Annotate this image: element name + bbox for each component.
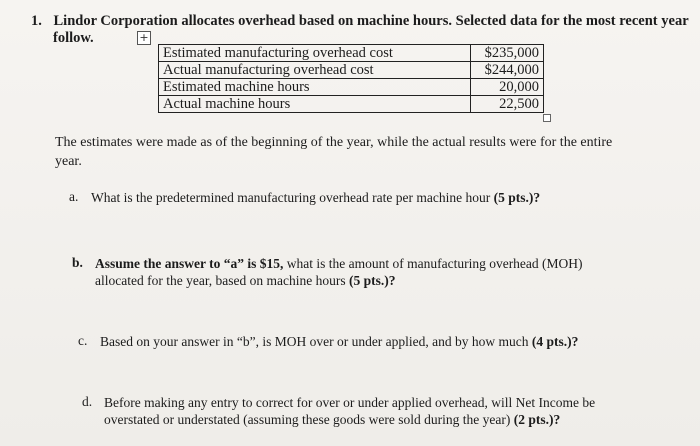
part-b-premise: Assume the answer to “a” is $15,: [95, 256, 284, 271]
table-row: [159, 45, 544, 62]
row-label: Estimated manufacturing overhead cost: [159, 45, 471, 62]
part-c-text: [100, 333, 578, 351]
part-a-question: What is the predetermined manufacturing overhead rate per machine hour: [91, 190, 491, 205]
data-table: [158, 44, 544, 113]
note-line-2: year.: [55, 154, 82, 169]
part-b-marker: b.: [72, 255, 83, 270]
part-a-text: [91, 189, 540, 207]
part-d-question-cont: overstated or understated (assuming these goods were sold during the year): [104, 412, 511, 427]
note-line-1: The estimates were made as of the beginning of the year, while the actual results were for the entire: [55, 135, 613, 150]
question-text: Lindor Corporation allocates overhead based on machine hours. Selected data for the most recent year: [53, 13, 689, 29]
row-label: Estimated machine hours: [159, 79, 471, 96]
part-b-question-cont: allocated for the year, based on machine hours: [95, 273, 346, 288]
part-c-marker: c.: [78, 333, 88, 348]
table-row: [159, 62, 544, 79]
row-label: Actual manufacturing overhead cost: [159, 62, 471, 79]
table-row: [159, 96, 544, 113]
plus-icon[interactable]: +: [137, 31, 151, 45]
part-b-line-1: [95, 255, 583, 273]
part-c-points: (4 pts.)?: [531, 334, 579, 349]
part-d-marker: d.: [82, 394, 93, 409]
row-value: $235,000: [471, 45, 544, 62]
row-value: 22,500: [471, 96, 544, 113]
question-number: 1.: [31, 13, 42, 29]
row-value: $244,000: [471, 62, 544, 79]
part-b-line-2: [95, 272, 395, 290]
part-b-points: (5 pts.)?: [348, 273, 396, 288]
part-a-points: (5 pts.)?: [493, 190, 541, 205]
part-a-marker: a.: [69, 189, 79, 204]
part-c-question: Based on your answer in “b”, is MOH over or under applied, and by how much: [100, 334, 529, 349]
part-d-line-1: Before making any entry to correct for over or under applied overhead, will Net Income be: [104, 395, 596, 410]
part-d-line-2: [104, 411, 560, 429]
row-label: Actual machine hours: [159, 96, 471, 113]
table-row: [159, 79, 544, 96]
question-line-1: [31, 12, 689, 30]
question-line-2: follow.: [53, 30, 94, 46]
part-b-question: what is the amount of manufacturing overhead (MOH): [286, 256, 583, 271]
table-resize-handle[interactable]: [543, 114, 551, 122]
row-value: 20,000: [471, 79, 544, 96]
part-d-points: (2 pts.)?: [513, 412, 561, 427]
